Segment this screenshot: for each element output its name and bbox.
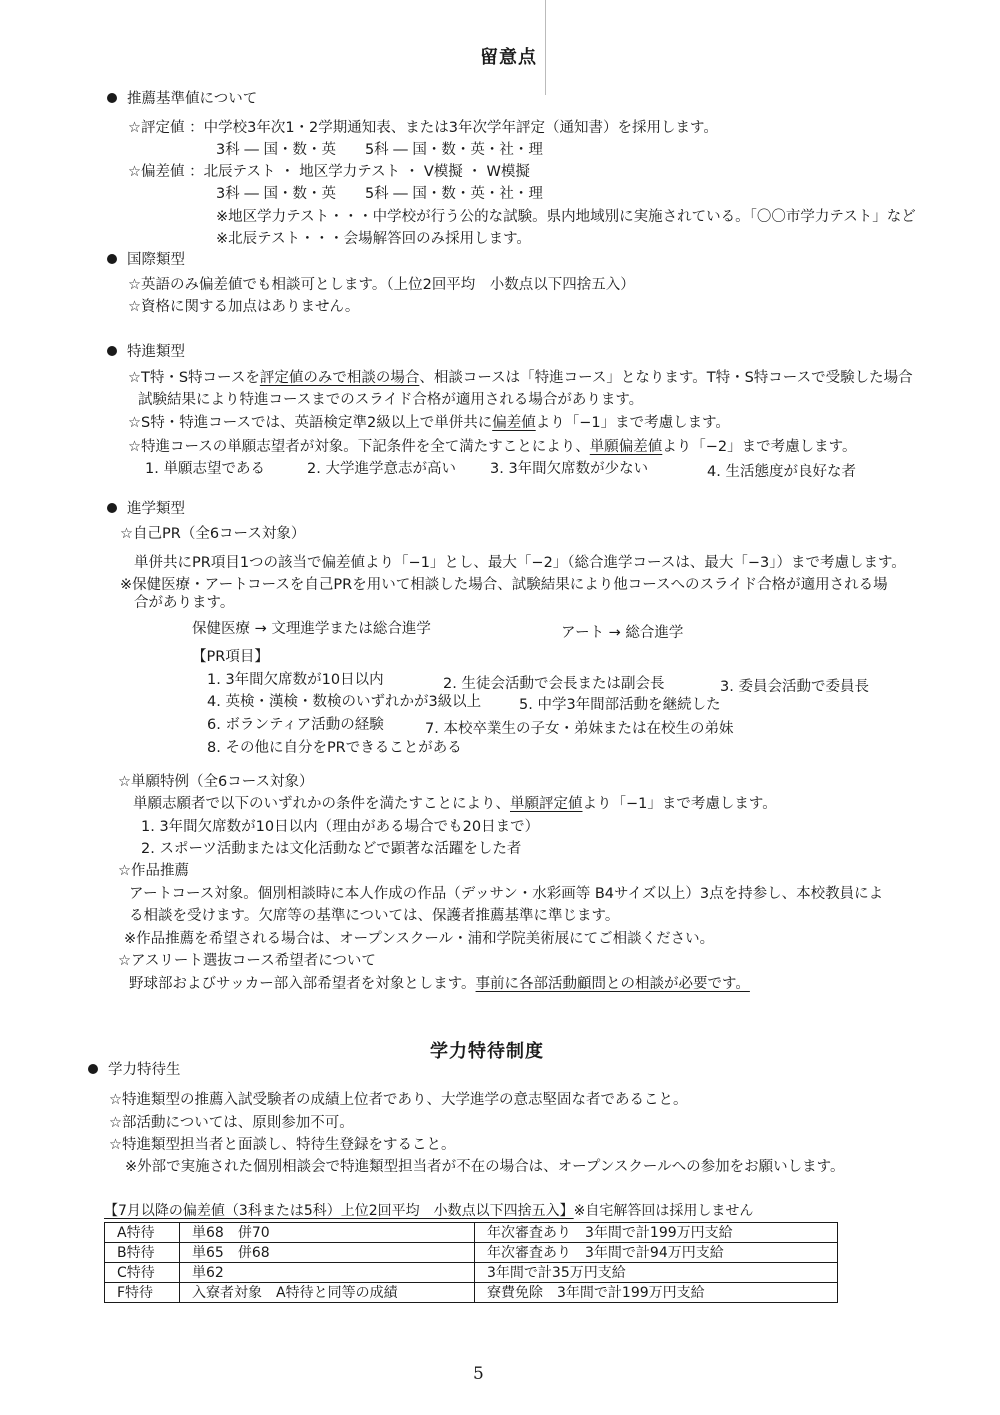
sakuhin-line: アートコース対象。個別相談時に本人作成の作品（デッサン・水彩画等 B4サイズ以上）3点を持参し、本校教員によ — [129, 886, 884, 902]
tangan-item: 1. 3年間欠席数が10日以内（理由がある場合でも20日まで） — [141, 819, 540, 835]
section-heading-suisen: 推薦基準値について — [107, 92, 257, 107]
pr-item: 8. その他に自分をPRできることがある — [207, 740, 462, 756]
table-row — [105, 1283, 838, 1303]
pr-item: 2. 生徒会活動で会長または副会長 — [443, 676, 665, 692]
table-row — [105, 1223, 838, 1243]
scholarship-line: ☆特進類型担当者と面談し、特待生登録をすること。 — [109, 1137, 456, 1153]
grade-cell: A特待 — [105, 1223, 180, 1243]
sakuhin-title: ☆作品推薦 — [118, 863, 189, 879]
scholarship-heading: 学力特待生 — [88, 1063, 181, 1078]
tokushin-condition: 2. 大学進学意志が高い — [307, 461, 456, 477]
pr-item: 6. ボランティア活動の経験 — [207, 717, 384, 733]
pr-line: 単併共にPR項目1つの該当で偏差値より「−1」とし、最大「−2」（総合進学コースは、最大「−3」）まで考慮します。 — [134, 555, 906, 571]
suisen-line: 3科 ― 国・数・英 5科 ― 国・数・英・社・理 — [216, 142, 543, 158]
page-number: 5 — [473, 1364, 484, 1384]
tokushin-line: ☆T特・S特コースを評定値のみで相談の場合、相談コースは「特進コース」となります。T特・S特コースで受験した場合 — [128, 370, 913, 386]
kokusai-line: ☆英語のみ偏差値でも相談可とします。（上位2回平均 小数点以下四捨五入） — [128, 277, 635, 293]
benefit-cell: 3年間で計35万円支給 — [475, 1263, 838, 1283]
pr-title: ☆自己PR（全6コース対象） — [120, 526, 306, 542]
tangan-line: 単願志願者で以下のいずれかの条件を満たすことにより、単願評定値より「−1」まで考慮します。 — [133, 796, 777, 812]
athlete-line: 野球部およびサッカー部入部希望者を対象とします。事前に各部活動顧問との相談が必要です。 — [129, 976, 750, 992]
scholarship-title: 学力特待制度 — [430, 1041, 544, 1062]
section-heading-tokushin: 特進類型 — [107, 345, 185, 360]
tangan-item: 2. スポーツ活動または文化活動などで顕著な活躍をした者 — [141, 841, 522, 857]
page-title: 留意点 — [480, 47, 537, 68]
bullet-icon — [107, 346, 117, 356]
kokusai-line: ☆資格に関する加点はありません。 — [128, 299, 360, 315]
suisen-note: ※地区学力テスト・・・中学校が行う公的な試験。県内地域別に実施されている。「〇〇市学力テスト」など — [216, 209, 916, 225]
section-heading-kokusai: 国際類型 — [107, 253, 185, 268]
bullet-icon — [107, 93, 117, 103]
slide-rule: 保健医療 → 文理進学または総合進学 — [192, 621, 431, 637]
tokushin-line: ☆特進コースの単願志望者が対象。下記条件を全て満たすことにより、単願偏差値より「−2」まで考慮します。 — [128, 439, 857, 455]
pr-item: 1. 3年間欠席数が10日以内 — [207, 672, 384, 688]
scholarship-table — [104, 1222, 838, 1303]
benefit-cell: 年次審査あり 3年間で計199万円支給 — [475, 1223, 838, 1243]
criteria-cell: 入寮者対象 A特待と同等の成績 — [180, 1283, 475, 1303]
tokushin-condition: 1. 単願志望である — [145, 461, 265, 477]
scholarship-line: ☆特進類型の推薦入試受験者の成績上位者であり、大学進学の意志堅固な者であること。 — [109, 1092, 688, 1108]
pr-line: ※保健医療・アートコースを自己PRを用いて相談した場合、試験結果により他コースへのスライド合格が適用される場 — [120, 577, 888, 593]
athlete-title: ☆アスリート選抜コース希望者について — [118, 953, 376, 969]
benefit-cell: 寮費免除 3年間で計199万円支給 — [475, 1283, 838, 1303]
sakuhin-line: る相談を受けます。欠席等の基準については、保護者推薦基準に準じます。 — [129, 908, 620, 924]
pr-item: 4. 英検・漢検・数検のいずれかが3級以上 — [207, 694, 482, 710]
suisen-note: ※北辰テスト・・・会場解答回のみ採用します。 — [216, 231, 531, 247]
bullet-icon — [88, 1064, 98, 1074]
criteria-cell: 単65 併68 — [180, 1243, 475, 1263]
sakuhin-note: ※作品推薦を希望される場合は、オープンスクール・浦和学院美術展にてご相談ください。 — [124, 931, 715, 947]
tangan-title: ☆単願特例（全6コース対象） — [118, 774, 314, 790]
grade-cell: C特待 — [105, 1263, 180, 1283]
pr-item: 5. 中学3年間部活動を継続した — [519, 697, 721, 713]
tokushin-condition: 3. 3年間欠席数が少ない — [490, 461, 649, 477]
suisen-line: ☆偏差値 ：北辰テスト ・ 地区学力テスト ・ V模擬 ・ W模擬 — [128, 164, 530, 180]
table-row — [105, 1263, 838, 1283]
grade-cell: F特待 — [105, 1283, 180, 1303]
tokushin-condition: 4. 生活態度が良好な者 — [707, 464, 856, 480]
bullet-icon — [107, 503, 117, 513]
pr-item: 7. 本校卒業生の子女・弟妹または在校生の弟妹 — [425, 721, 734, 737]
suisen-line: 3科 ― 国・数・英 5科 ― 国・数・英・社・理 — [216, 186, 543, 202]
bullet-icon — [107, 254, 117, 264]
tokushin-line: ☆S特・特進コースでは、英語検定準2級以上で単併共に偏差値より「−1」まで考慮します。 — [128, 415, 730, 431]
criteria-cell: 単62 — [180, 1263, 475, 1283]
suisen-line: ☆評定値 ：中学校3年次1・2学期通知表、または3年次学年評定（通知書）を採用します。 — [128, 120, 718, 136]
pr-items-title: 【PR項目】 — [192, 649, 269, 665]
pr-line: 合があります。 — [134, 595, 235, 611]
benefit-cell: 年次審査あり 3年間で計94万円支給 — [475, 1243, 838, 1263]
section-heading-shingaku: 進学類型 — [107, 502, 185, 517]
table-row — [105, 1243, 838, 1263]
criteria-cell: 単68 併70 — [180, 1223, 475, 1243]
pr-item: 3. 委員会活動で委員長 — [720, 679, 869, 695]
slide-rule: アート → 総合進学 — [561, 625, 684, 641]
table-caption: 【7月以降の偏差値（3科または5科）上位2回平均 小数点以下四捨五入】※自宅解答回は採用しません — [104, 1203, 754, 1219]
fold-line — [545, 0, 546, 95]
grade-cell: B特待 — [105, 1243, 180, 1263]
tokushin-line: 試験結果により特進コースまでのスライド合格が適用される場合があります。 — [138, 392, 644, 408]
scholarship-line: ☆部活動については、原則参加不可。 — [109, 1115, 354, 1131]
scholarship-note: ※外部で実施された個別相談会で特進類型担当者が不在の場合は、オープンスクールへの参加をお願いします。 — [125, 1159, 845, 1175]
